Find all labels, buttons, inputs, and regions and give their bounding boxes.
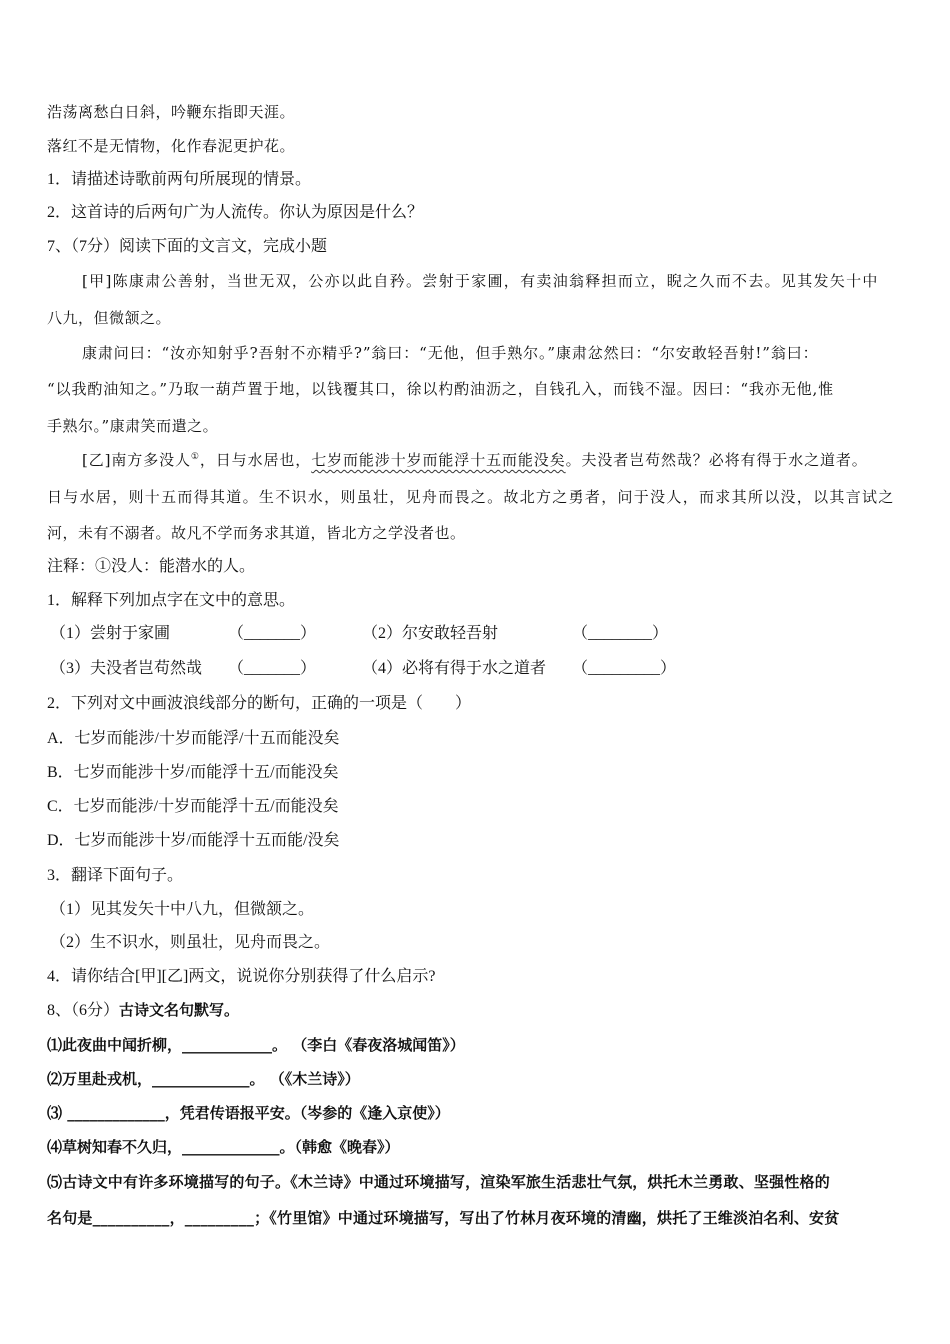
poem-line-2: 落红不是无情物，化作春泥更护花。 (47, 137, 296, 155)
q7-sub1: 1．解释下列加点字在文中的意思。 (47, 592, 296, 609)
q8-heading (47, 1001, 239, 1021)
q7-jia-p2-line1: 康肃问曰：“汝亦知射乎?吾射不亦精乎?”翁曰：“无他，但手熟尔。”康肃忿然曰：“尔安敢轻吾射!”翁曰： (82, 344, 819, 362)
q7-sub1-item2-blank[interactable]: （________） (572, 625, 669, 642)
footnote-marker: ① (190, 452, 200, 462)
q7-note: 注释：①没人：能潜水的人。 (47, 558, 256, 575)
q8-item-1: ⑴此夜曲中闻折柳，____________。 （李白《春夜洛城闻笛》） (47, 1036, 465, 1054)
q7-yi-line2: 日与水居，则十五而得其道。生不识水，则虽壮，见舟而畏之。故北方之勇者，问于没人，而求其所以没，以其言试之 (47, 488, 895, 506)
wavy-underlined-passage: 七岁而能涉十岁而能浮十五而能没矣 (311, 451, 566, 469)
q7-option-b[interactable]: B．七岁而能涉十岁/而能浮十五/而能没矣 (47, 764, 339, 781)
q8-heading-text: 古诗文名句默写。 (119, 1003, 240, 1019)
poem-question-1: 1．请描述诗歌前两句所展现的情景。 (47, 171, 312, 188)
q7-sub3-item2: （2）生不识水，则虽壮，见舟而畏之。 (50, 934, 331, 951)
q8-heading-number: 8、（6分） (47, 1002, 120, 1019)
q7-yi-line1-end: 。夫没者岂苟然哉？必将有得于水之道者。 (565, 451, 868, 469)
q8-item-3: ⑶ _____________，凭君传语报平安。（岑参的《逢入京使》） (47, 1104, 450, 1122)
q7-sub1-item2: （2）尔安敢轻吾射 (362, 625, 499, 642)
q7-option-d[interactable]: D．七岁而能涉十岁/而能浮十五而能/没矣 (47, 832, 340, 849)
q7-jia-p2-line3: 手熟尔。”康肃笑而遣之。 (47, 417, 219, 435)
q7-sub3: 3．翻译下面句子。 (47, 867, 184, 884)
q7-option-a[interactable]: A．七岁而能涉/十岁而能浮/十五而能没矣 (47, 730, 340, 747)
q7-sub2: 2．下列对文中画波浪线部分的断句，正确的一项是（ ） (47, 695, 472, 712)
q7-sub1-item4-blank[interactable]: （_________） (572, 660, 677, 677)
q7-heading: 7、（7分）阅读下面的文言文，完成小题 (47, 238, 328, 255)
q7-sub3-item1: （1）见其发矢十中八九，但微颔之。 (50, 901, 315, 918)
poem-line-1: 浩荡离愁白日斜，吟鞭东指即天涯。 (47, 103, 296, 121)
q7-sub4: 4．请你结合[甲][乙]两文，说说你分别获得了什么启示? (47, 968, 436, 985)
q7-option-c[interactable]: C．七岁而能涉/十岁而能浮十五/而能没矣 (47, 798, 339, 815)
q8-item-4: ⑷草树知春不久归，_____________。（韩愈《晚春》） (47, 1138, 400, 1156)
q7-sub1-item1: （1）尝射于家圃 (50, 625, 171, 642)
q7-jia-p1-line1: [甲]陈康肃公善射，当世无双，公亦以此自矜。尝射于家圃，有卖油翁释担而立，睨之久而不去。见其发矢十中 (82, 272, 879, 290)
q7-sub1-item3-blank[interactable]: （_______） (228, 660, 317, 677)
q8-item-2: ⑵万里赴戎机，_____________。 （《木兰诗》） (47, 1070, 360, 1088)
q7-sub1-item4: （4）必将有得于水之道者 (362, 660, 547, 677)
q8-item-5-line2: 名句是__________，_________；《竹里馆》中通过环境描写，写出了竹林月夜环境的清幽，烘托了王维淡泊名利、安贫 (47, 1209, 840, 1227)
q7-jia-p1-line2: 八九，但微颔之。 (47, 309, 172, 327)
q7-yi-line1 (82, 450, 868, 470)
q8-item-5-line1: ⑸古诗文中有许多环境描写的句子。《木兰诗》中通过环境描写，渲染军旅生活悲壮气氛，烘托木兰勇敢、坚强性格的 (47, 1173, 830, 1191)
q7-yi-line1-start: [乙]南方多没人 (82, 451, 191, 469)
poem-question-2: 2．这首诗的后两句广为人流传。你认为原因是什么？ (47, 204, 424, 221)
q7-sub1-item3: （3）夫没者岂苟然哉 (50, 660, 203, 677)
q7-jia-p2-line2: “以我酌油知之。”乃取一葫芦置于地，以钱覆其口，徐以杓酌油沥之，自钱孔入，而钱不湿。因曰：“我亦无他,惟 (47, 380, 835, 398)
q7-yi-line1-mid: ，日与水居也， (199, 451, 312, 469)
q7-yi-line3: 河，未有不溺者。故凡不学而务求其道，皆北方之学没者也。 (47, 524, 466, 542)
q7-sub1-item1-blank[interactable]: （_______） (228, 625, 317, 642)
